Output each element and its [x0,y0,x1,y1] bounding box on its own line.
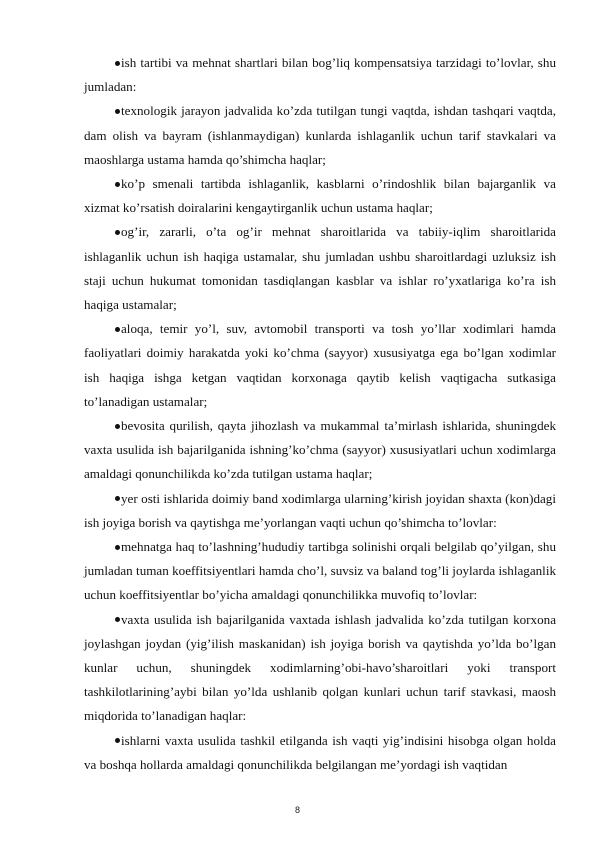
bullet-paragraph [84,172,556,220]
bullet-icon [115,424,120,429]
bullet-paragraph [84,99,556,172]
bullet-icon [115,109,120,114]
paragraph-text: texnologik jarayon jadvalida ko’zda tutilgan tungi vaqtda, ishdan tashqari vaqtda, dam olish va bayram (ishlanmaydigan) kunlarda ishlaganlik uchun tarif stavkalari va maoshlarga ustama hamda qo’shimcha haqlar; [84,103,556,167]
paragraph-text: og’ir, zararli, o’ta og’ir mehnat sharoitlarida va tabiiy-iqlim sharoitlarida ishlaganlik uchun ish haqiga ustamalar, shu jumladan ushbu sharoitlardagi uzluksiz ish staji uchun hukumat tomonidan tasdiqlangan kasblar va ishlar ro’yxatlariga ko’ra ish haqiga ustamalar; [84,224,556,313]
bullet-icon [115,327,120,332]
paragraph-text: ish tartibi va mehnat shartlari bilan bog’liq kompensatsiya tarzidagi to’lovlar, shu jumladan: [84,55,556,95]
bullet-icon [115,545,120,550]
bullet-icon [115,230,120,235]
bullet-paragraph [84,414,556,487]
bullet-icon [115,496,120,501]
bullet-paragraph [84,51,556,99]
paragraph-text: aloqa, temir yo’l, suv, avtomobil transporti va tosh yo’llar xodimlari hamda faoliyatlari doimiy harakatda yoki ko’chma (sayyor) xususiyatga ega bo’lgan xodimlar ish haqiga ishga ketgan vaqtidan korxonaga qaytib kelish vaqtigacha sutkasiga to’lanadigan ustamalar; [84,321,556,409]
paragraph-text: ishlarni vaxta usulida tashkil etilganda ish vaqti yig’indisini hisobga olgan holda va boshqa hollarda amaldagi qonunchilikda belgilangan me’yordagi ish vaqtidan [84,732,556,772]
paragraph-text: mehnatga haq to’lashning’hududiy tartibga solinishi orqali belgilab qo’yilgan, shu jumladan tuman koeffitsiyentlari hamda cho’l, suvsiz va baland tog’li joylarda ishlaganlik uchun koeffitsiyentlar bo’yicha amaldagi qonunchilikka muvofiq to’lovlar: [84,539,556,603]
paragraph-text: vaxta usulida ish bajarilganida vaxtada ishlash jadvalida ko’zda tutilgan korxona joylashgan joydan (yig’ilish maskanidan) ish joyiga borish va qaytishda yo’lda bo’lgan kunlar uchun, shuningdek xodimlarning’obi-havo’sharoitlari yoki transport tashkilotlarining’aybi bilan yo’lda ushlanib qolgan kunlari uchun tarif stavkasi, maosh miqdorida to’lanadigan haqlar: [84,611,556,724]
bullet-icon [115,182,120,187]
paragraph-text: ko’p smenali tartibda ishlaganlik, kasblarni o’rindoshlik bilan bajarganlik va xizmat ko’rsatish doiralarini kengaytirganlik uchun ustama haqlar; [84,176,556,216]
paragraph-text: bevosita qurilish, qayta jihozlash va mukammal ta’mirlash ishlarida, shuningdek vaxta usulida ish bajarilganida ishning’ko’chma (sayyor) xususiyatlari uchun xodimlarga amaldagi qonunchilikda ko’zda tutilgan ustama haqlar; [84,418,556,482]
bullet-paragraph [84,729,556,777]
bullet-icon [115,61,120,66]
page-number: 8 [294,805,300,815]
bullet-paragraph [84,535,556,608]
bullet-paragraph [84,317,556,414]
paragraph-text: yer osti ishlarida doimiy band xodimlarga ularning’kirish joyidan shaxta (kon)dagi ish joyiga borish va qaytishga me’yorlangan vaqti uchun qo’shimcha to’lovlar: [84,490,556,530]
bullet-icon [115,617,120,622]
document-body [84,51,556,777]
bullet-paragraph [84,220,556,317]
bullet-icon [115,738,120,743]
bullet-paragraph [84,487,556,535]
bullet-paragraph [84,608,556,729]
